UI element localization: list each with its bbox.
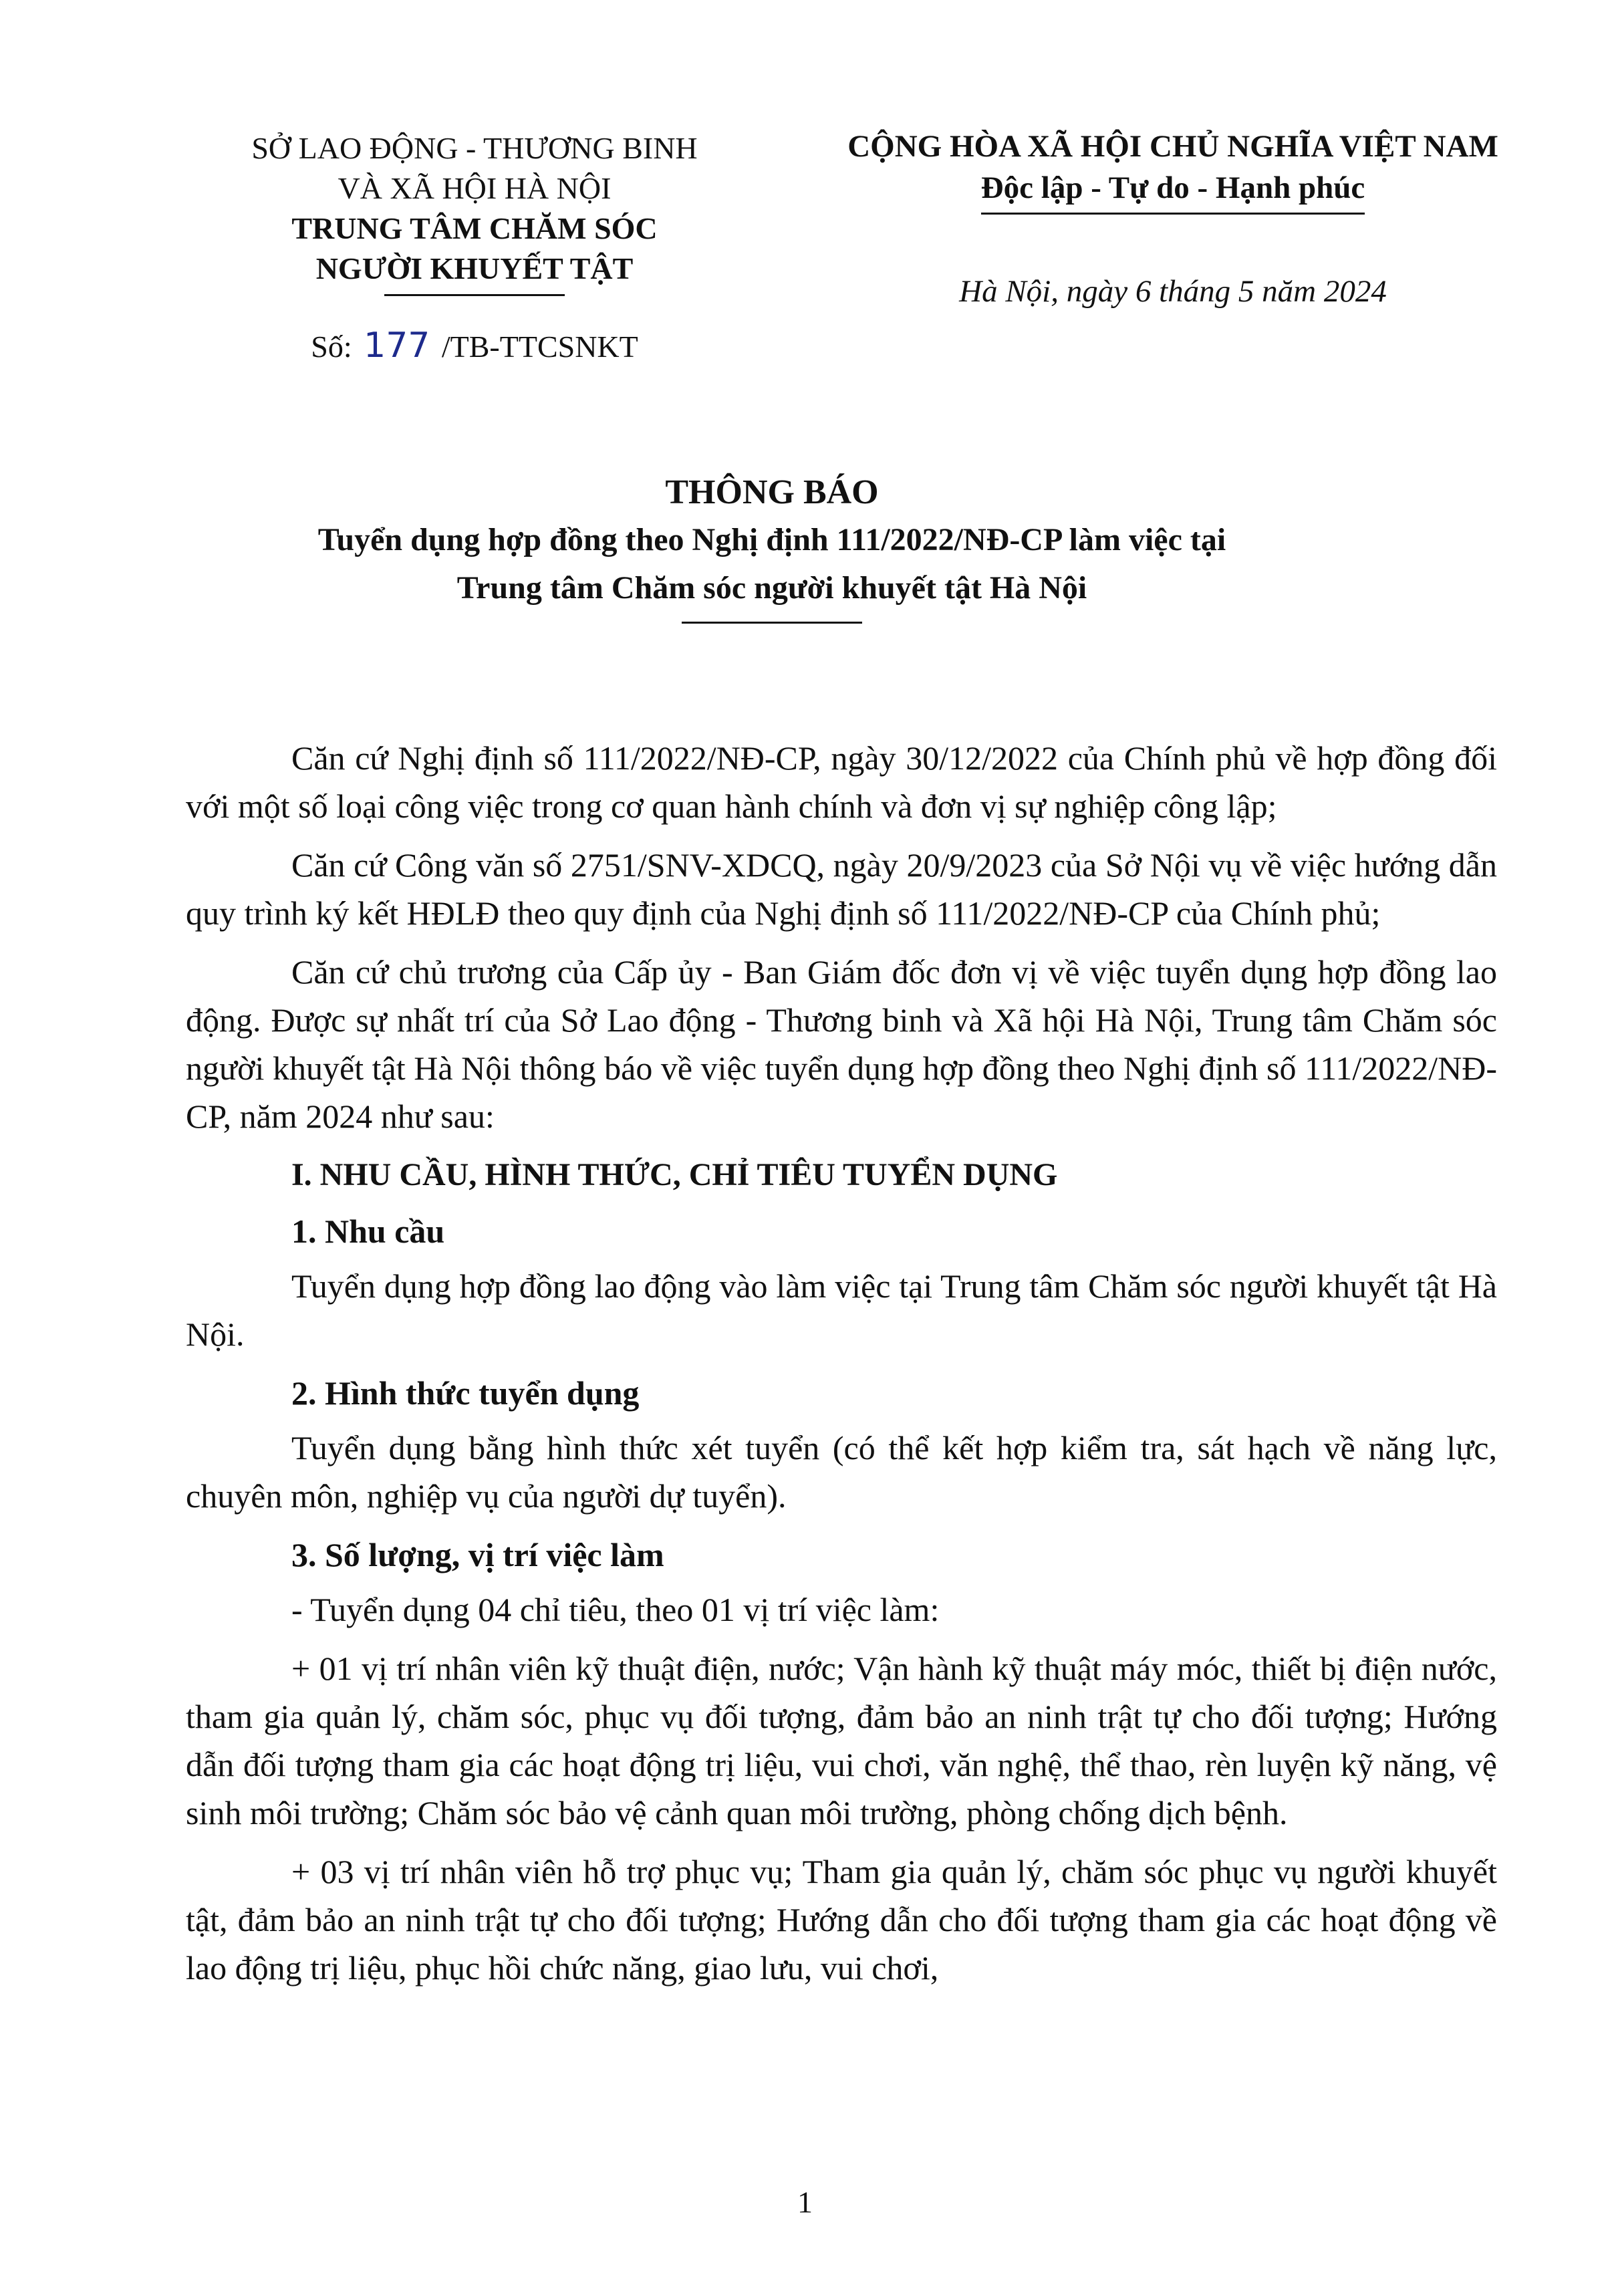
title-underline: [682, 622, 862, 624]
agency-name-line2: NGƯỜI KHUYẾT TẬT: [315, 251, 634, 285]
agency-name-line1: TRUNG TÂM CHĂM SÓC: [291, 211, 658, 245]
document-title-block: [120, 469, 1424, 624]
national-header-block: [802, 126, 1544, 312]
legal-basis-paragraph-1: Căn cứ Nghị định số 111/2022/NĐ-CP, ngày 30/12/2022 của Chính phủ về hợp đồng đối với một số loại công việc trong cơ quan hành chính và đơn vị sự nghiệp công lập;: [186, 739, 1497, 825]
country-name: CỘNG HÒA XÃ HỘI CHỦ NGHĨA VIỆT NAM: [847, 129, 1498, 164]
agency-parent-line2: VÀ XÃ HỘI HÀ NỘI: [338, 171, 612, 205]
document-number-handwritten: 177: [364, 326, 430, 366]
document-subject-line2: Trung tâm Chăm sóc người khuyết tật Hà Nội: [456, 570, 1087, 606]
agency-underline: [384, 294, 565, 296]
agency-parent-line1: SỞ LAO ĐỘNG - THƯƠNG BINH: [251, 131, 698, 165]
document-body: [186, 734, 1497, 2003]
document-date: Hà Nội, ngày 6 tháng 5 năm 2024: [959, 274, 1387, 309]
national-motto: Độc lập - Tự do - Hạnh phúc: [981, 167, 1365, 215]
issuing-agency-block: [200, 128, 749, 367]
document-number-label: Số:: [311, 330, 352, 364]
document-subject-line1: Tuyển dụng hợp đồng theo Nghị định 111/2022/NĐ-CP làm việc tại: [317, 522, 1226, 557]
subsection-heading-3: 3. Số lượng, vị trí việc làm: [291, 1536, 664, 1573]
position-support-staff: + 03 vị trí nhân viên hỗ trợ phục vụ; Tham gia quản lý, chăm sóc phục vụ người khuyết tật, đảm bảo an ninh trật tự cho đối tượng; Hướng dẫn cho đối tượng tham gia các hoạt động về lao động trị liệu, phục hồi chức năng, giao lưu, vui chơi,: [186, 1853, 1497, 1987]
document-number: [200, 326, 749, 367]
section-heading-1: I. NHU CẦU, HÌNH THỨC, CHỈ TIÊU TUYỂN DỤNG: [291, 1157, 1058, 1192]
legal-basis-paragraph-2: Căn cứ Công văn số 2751/SNV-XDCQ, ngày 20/9/2023 của Sở Nội vụ về việc hướng dẫn quy trình ký kết HĐLĐ theo quy định của Nghị định số 111/2022/NĐ-CP của Chính phủ;: [186, 846, 1497, 932]
position-electrical-technician: + 01 vị trí nhân viên kỹ thuật điện, nước; Vận hành kỹ thuật máy móc, thiết bị điện nước, tham gia quản lý, chăm sóc, phục vụ đối tượng, đảm bảo an ninh trật tự cho đối tượng; Hướng dẫn đối tượng tham gia các hoạt động trị liệu, vui chơi, văn nghệ, thể thao, rèn luyện kỹ năng, vệ sinh môi trường; Chăm sóc bảo vệ cảnh quan môi trường, phòng chống dịch bệnh.: [186, 1650, 1497, 1831]
document-type-heading: THÔNG BÁO: [665, 473, 879, 511]
needs-paragraph: Tuyển dụng hợp đồng lao động vào làm việc tại Trung tâm Chăm sóc người khuyết tật Hà Nội.: [186, 1267, 1497, 1353]
recruitment-form-paragraph: Tuyển dụng bằng hình thức xét tuyển (có thể kết hợp kiểm tra, sát hạch về năng lực, chuyên môn, nghiệp vụ của người dự tuyển).: [186, 1429, 1497, 1515]
document-number-suffix: /TB-TTCSNKT: [441, 330, 638, 364]
page-number: 1: [797, 2185, 813, 2219]
subsection-heading-2: 2. Hình thức tuyển dụng: [291, 1374, 640, 1412]
quota-paragraph: - Tuyển dụng 04 chỉ tiêu, theo 01 vị trí việc làm:: [291, 1591, 940, 1628]
subsection-heading-1: 1. Nhu cầu: [291, 1213, 445, 1250]
legal-basis-paragraph-3: Căn cứ chủ trương của Cấp ủy - Ban Giám đốc đơn vị về việc tuyển dụng hợp đồng lao động. Được sự nhất trí của Sở Lao động - Thương binh và Xã hội Hà Nội, Trung tâm Chăm sóc người khuyết tật Hà Nội thông báo về việc tuyển dụng hợp đồng theo Nghị định số 111/2022/NĐ-CP, năm 2024 như sau:: [186, 953, 1497, 1135]
